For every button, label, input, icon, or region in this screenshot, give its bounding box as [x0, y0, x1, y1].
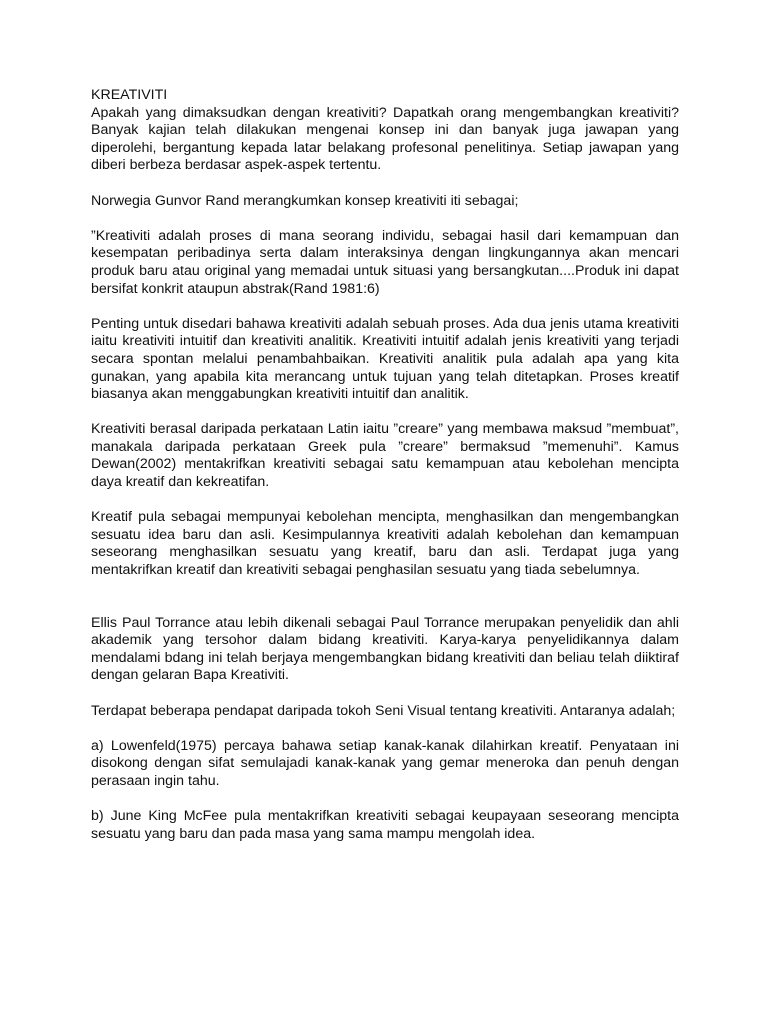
paragraph-kreatif-definition: Kreatif pula sebagai mempunyai kebolehan mencipta, menghasilkan dan mengembangkan sesuatu idea baru dan asli. Kesimpulannya kreativiti adalah kebolehan dan kemampuan seseorang menghasilkan sesuatu yang kreatif, baru dan asli. Terdapat juga yang mentakrifkan kreatif dan kreativiti sebagai penghasilan sesuatu yang tiada sebelumnya. — [91, 509, 679, 579]
document-page — [91, 87, 679, 861]
paragraph-torrance: Ellis Paul Torrance atau lebih dikenali sebagai Paul Torrance merupakan penyelidik dan ahli akademik yang tersohor dalam bidang kreativiti. Karya-karya penyelidikannya dalam mendalami bdang ini telah berjaya mengembangkan bidang kreativiti dan beliau telah diiktiraf dengan gelaran Bapa Kreativiti. — [91, 614, 679, 684]
paragraph-visual-arts-intro: Terdapat beberapa pendapat daripada tokoh Seni Visual tentang kreativiti. Antaranya adalah; — [91, 702, 676, 719]
paragraph-intro: Apakah yang dimaksudkan dengan kreativiti? Dapatkah orang mengembangkan kreativiti? Banyak kajian telah dilakukan mengenai konsep ini dan banyak juga jawapan yang diperolehi, bergantung kepada latar belakang profesonal penelitinya. Setiap jawapan yang diberi berbeza berdasar aspek-aspek tertentu. — [91, 104, 679, 174]
paragraph-rand-intro: Norwegia Gunvor Rand merangkumkan konsep kreativiti iti sebagai; — [91, 192, 519, 209]
paragraph-process: Penting untuk disedari bahawa kreativiti adalah sebuah proses. Ada dua jenis utama kreativiti iaitu kreativiti intuitif dan kreativiti analitik. Kreativiti intuitif adalah jenis kreativiti yang terjadi secara spontan melalui penambahbaikan. Kreativiti analitik pula adalah apa yang kita gunakan, yang apabila kita merancang untuk tujuan yang telah ditetapkan. Proses kreatif biasanya akan menggabungkan kreativiti intuitif dan analitik. — [91, 315, 679, 403]
paragraph-mcfee: b) June King McFee pula mentakrifkan kreativiti sebagai keupayaan seseorang mencipta sesuatu yang baru dan pada masa yang sama mampu mengolah idea. — [91, 808, 679, 842]
document-title: KREATIVITI — [91, 87, 168, 103]
paragraph-etymology: Kreativiti berasal daripada perkataan Latin iaitu ”creare” yang membawa maksud ”membuat”, manakala daripada perkataan Greek pula ”creare” bermaksud ”memenuhi”. Kamus Dewan(2002) mentakrifkan kreativiti sebagai satu kemampuan atau kebolehan mencipta daya kreatif dan kekreatifan. — [91, 421, 679, 491]
paragraph-lowenfeld: a) Lowenfeld(1975) percaya bahawa setiap kanak-kanak dilahirkan kreatif. Penyataan ini disokong dengan sifat semulajadi kanak-kanak yang gemar meneroka dan penuh dengan perasaan ingin tahu. — [91, 737, 679, 789]
paragraph-rand-quote: ”Kreativiti adalah proses di mana seorang individu, sebagai hasil dari kemampuan dan kesempatan peribadinya serta dalam interaksinya dengan lingkungannya akan mencari produk baru atau original yang memadai untuk situasi yang bersangkutan....Produk ini dapat bersifat konkrit ataupun abstrak(Rand 1981:6) — [91, 227, 679, 297]
